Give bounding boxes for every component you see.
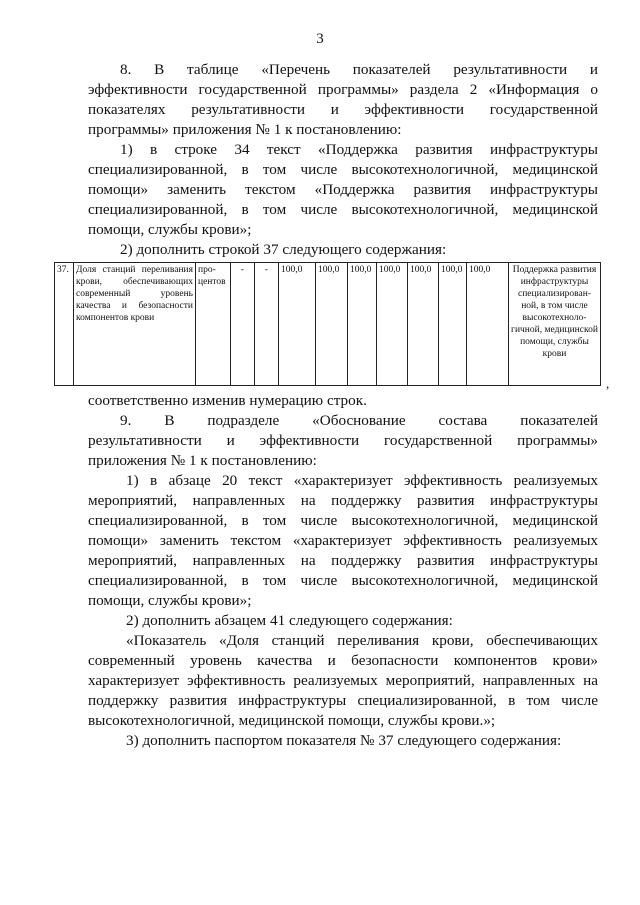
value-cell: 100,0 [316,263,348,386]
paragraph-line: 8. В таблице «Перечень показателей результативности и [120,61,598,78]
indicator-unit: про-центов [196,263,231,386]
paragraph-line: соответственно изменив нумерацию строк. [88,392,367,409]
paragraph-line: помощи» заменить текстом «Поддержка развития инфраструктуры [88,181,598,198]
value-cell: 100,0 [377,263,408,386]
paragraph-line: эффективности государственной программы» раздела 2 «Информация о [88,81,598,98]
paragraph-line: мероприятий, направленных на поддержку развития инфраструктуры [88,552,598,569]
paragraph-line: поддержку развития инфраструктуры специализированной, в том числе [88,692,598,709]
paragraph-line: 1) в строке 34 текст «Поддержка развития инфраструктуры [120,141,598,158]
indicator-table [54,262,601,386]
paragraph-line: современный уровень качества и безопасности компонентов крови» [88,652,598,669]
paragraph-line: результативности и эффективности государственной программы» [88,432,598,449]
paragraph-line: 2) дополнить абзацем 41 следующего содержания: [126,612,453,629]
value-cell: 100,0 [408,263,439,386]
indicator-name: Доля станций переливания крови, обеспечивающих современный уровень качества и безопасности компонентов крови [74,263,196,386]
paragraph-line: специализированной, в том числе высокотехнологичной, медицинской [88,572,598,589]
paragraph-line: специализированной, в том числе высокотехнологичной, медицинской [88,512,598,529]
paragraph-line: специализированной, в том числе высокотехнологичной, медицинской [88,201,598,218]
paragraph-line: программы» приложения № 1 к постановлению: [88,121,402,138]
value-cell: 100,0 [348,263,377,386]
paragraph-line: 3) дополнить паспортом показателя № 37 следующего содержания: [126,732,562,749]
empty-value: - [231,263,255,386]
paragraph-line: «Показатель «Доля станций переливания крови, обеспечивающих [126,632,598,649]
value-cell: 100,0 [279,263,316,386]
paragraph-line: 9. В подразделе «Обоснование состава показателей [120,412,598,429]
trailing-comma: , [606,376,610,391]
paragraph-line: показателях результативности и эффективности государственной [88,101,598,118]
empty-value: - [255,263,279,386]
paragraph-line: приложения № 1 к постановлению: [88,452,317,469]
program-note: Поддержка развития инфраструктуры специализирован-ной, в том числе высокотехноло-гичной, медицинской помощи, службы крови [509,263,601,386]
page-number: 3 [316,31,324,47]
paragraph-line: высокотехнологичной, медицинской помощи, службы крови.»; [88,712,496,729]
paragraph-line: специализированной, в том числе высокотехнологичной, медицинской [88,161,598,178]
value-cell: 100,0 [467,263,509,386]
table-row [55,263,601,386]
paragraph-line: характеризует эффективность реализуемых мероприятий, направленных на [88,672,598,689]
paragraph-line: помощи, службы крови»; [88,221,252,238]
row-number: 37. [55,263,74,386]
paragraph-line: 1) в абзаце 20 текст «характеризует эффективность реализуемых [126,472,598,489]
paragraph-line: 2) дополнить строкой 37 следующего содержания: [120,241,447,258]
paragraph-line: мероприятий, направленных на поддержку развития инфраструктуры [88,492,598,509]
value-cell: 100,0 [439,263,467,386]
paragraph-line: помощи» заменить текстом «характеризует эффективность реализуемых [88,532,598,549]
paragraph-line: помощи, службы крови»; [88,592,252,609]
